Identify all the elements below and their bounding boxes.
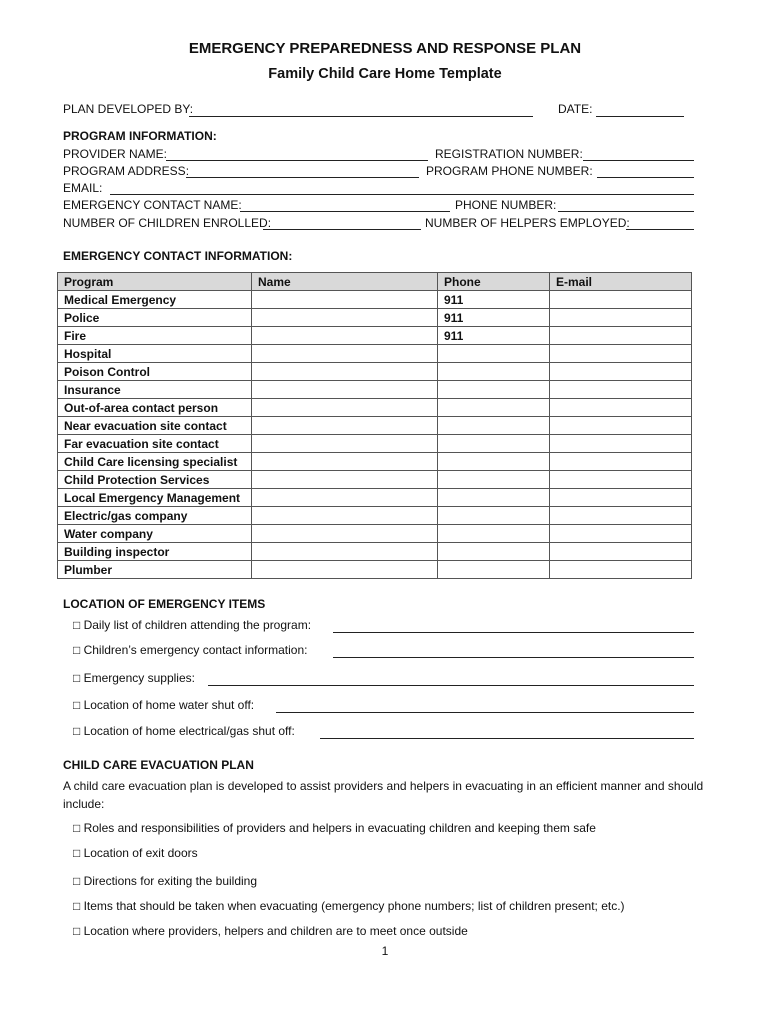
evacuation-item-items-to-take[interactable]: □ Items that should be taken when evacuating (emergency phone numbers; list of children present; etc.) bbox=[73, 899, 625, 913]
email-cell[interactable] bbox=[550, 399, 692, 417]
name-cell[interactable] bbox=[252, 291, 438, 309]
program-cell: Plumber bbox=[58, 561, 252, 579]
phone-cell[interactable]: 911 bbox=[438, 309, 550, 327]
emergency-items-heading: LOCATION OF EMERGENCY ITEMS bbox=[63, 597, 266, 611]
column-header-email: E-mail bbox=[550, 273, 692, 291]
name-cell[interactable] bbox=[252, 507, 438, 525]
email-cell[interactable] bbox=[550, 327, 692, 345]
email-cell[interactable] bbox=[550, 417, 692, 435]
table-row bbox=[58, 453, 692, 471]
name-cell[interactable] bbox=[252, 453, 438, 471]
program-cell: Insurance bbox=[58, 381, 252, 399]
table-row bbox=[58, 543, 692, 561]
table-row bbox=[58, 327, 692, 345]
name-cell[interactable] bbox=[252, 561, 438, 579]
program-cell: Near evacuation site contact bbox=[58, 417, 252, 435]
phone-number-field[interactable] bbox=[558, 211, 694, 212]
name-cell[interactable] bbox=[252, 309, 438, 327]
table-row bbox=[58, 471, 692, 489]
email-cell[interactable] bbox=[550, 345, 692, 363]
date-field[interactable] bbox=[596, 116, 684, 117]
registration-number-field[interactable] bbox=[583, 160, 694, 161]
phone-cell[interactable] bbox=[438, 489, 550, 507]
email-cell[interactable] bbox=[550, 471, 692, 489]
program-cell: Electric/gas company bbox=[58, 507, 252, 525]
emergency-contacts-heading: EMERGENCY CONTACT INFORMATION: bbox=[63, 249, 293, 263]
name-cell[interactable] bbox=[252, 345, 438, 363]
column-header-phone: Phone bbox=[438, 273, 550, 291]
column-header-name: Name bbox=[252, 273, 438, 291]
phone-cell[interactable] bbox=[438, 471, 550, 489]
program-cell: Police bbox=[58, 309, 252, 327]
phone-cell[interactable] bbox=[438, 435, 550, 453]
program-cell: Out-of-area contact person bbox=[58, 399, 252, 417]
name-cell[interactable] bbox=[252, 363, 438, 381]
plan-developed-by-field[interactable] bbox=[189, 116, 533, 117]
email-cell[interactable] bbox=[550, 381, 692, 399]
children-list-location-field[interactable] bbox=[333, 632, 694, 633]
name-cell[interactable] bbox=[252, 435, 438, 453]
phone-cell[interactable] bbox=[438, 507, 550, 525]
email-field[interactable] bbox=[110, 194, 694, 195]
plan-developed-by-label: PLAN DEVELOPED BY: bbox=[63, 102, 194, 116]
program-address-field[interactable] bbox=[186, 177, 419, 178]
emergency-item-electrical-shutoff[interactable]: □ Location of home electrical/gas shut off: bbox=[73, 724, 295, 738]
emergency-contact-name-field[interactable] bbox=[240, 211, 450, 212]
program-address-label: PROGRAM ADDRESS: bbox=[63, 164, 190, 178]
page-subtitle: Family Child Care Home Template bbox=[268, 66, 502, 82]
helpers-employed-field[interactable] bbox=[626, 229, 694, 230]
page-title: EMERGENCY PREPAREDNESS AND RESPONSE PLAN bbox=[188, 40, 582, 57]
contact-info-location-field[interactable] bbox=[333, 657, 694, 658]
children-enrolled-label: NUMBER OF CHILDREN ENROLLED: bbox=[63, 216, 272, 230]
name-cell[interactable] bbox=[252, 543, 438, 561]
provider-name-field[interactable] bbox=[166, 160, 428, 161]
program-cell: Water company bbox=[58, 525, 252, 543]
program-cell: Poison Control bbox=[58, 363, 252, 381]
evacuation-plan-intro: A child care evacuation plan is developed to assist providers and helpers in evacuating in an efficient manner and should include: bbox=[63, 779, 704, 811]
page-number: 1 bbox=[381, 944, 389, 958]
phone-cell[interactable] bbox=[438, 381, 550, 399]
program-cell: Fire bbox=[58, 327, 252, 345]
email-cell[interactable] bbox=[550, 363, 692, 381]
emergency-item-water-shutoff[interactable]: □ Location of home water shut off: bbox=[73, 698, 255, 712]
phone-cell[interactable] bbox=[438, 345, 550, 363]
table-row bbox=[58, 435, 692, 453]
table-row bbox=[58, 309, 692, 327]
program-cell: Medical Emergency bbox=[58, 291, 252, 309]
table-row bbox=[58, 525, 692, 543]
email-cell[interactable] bbox=[550, 453, 692, 471]
supplies-location-field[interactable] bbox=[208, 685, 694, 686]
water-shutoff-location-field[interactable] bbox=[276, 712, 694, 713]
table-row bbox=[58, 291, 692, 309]
emergency-item-supplies[interactable]: □ Emergency supplies: bbox=[73, 671, 195, 685]
name-cell[interactable] bbox=[252, 399, 438, 417]
program-phone-label: PROGRAM PHONE NUMBER: bbox=[426, 164, 593, 178]
column-header-program: Program bbox=[58, 273, 252, 291]
children-enrolled-field[interactable] bbox=[263, 229, 421, 230]
email-cell[interactable] bbox=[550, 309, 692, 327]
provider-name-label: PROVIDER NAME: bbox=[63, 147, 168, 161]
name-cell[interactable] bbox=[252, 525, 438, 543]
program-cell: Local Emergency Management bbox=[58, 489, 252, 507]
email-cell[interactable] bbox=[550, 561, 692, 579]
email-label: EMAIL: bbox=[63, 181, 103, 195]
table-row bbox=[58, 561, 692, 579]
name-cell[interactable] bbox=[252, 489, 438, 507]
name-cell[interactable] bbox=[252, 417, 438, 435]
program-cell: Hospital bbox=[58, 345, 252, 363]
helpers-employed-label: NUMBER OF HELPERS EMPLOYED: bbox=[425, 216, 630, 230]
emergency-contacts-table bbox=[57, 272, 692, 579]
table-row bbox=[58, 381, 692, 399]
phone-cell[interactable] bbox=[438, 363, 550, 381]
program-cell: Child Care licensing specialist bbox=[58, 453, 252, 471]
program-phone-field[interactable] bbox=[597, 177, 694, 178]
table-row bbox=[58, 363, 692, 381]
phone-cell[interactable] bbox=[438, 399, 550, 417]
phone-cell[interactable] bbox=[438, 525, 550, 543]
evacuation-plan-heading: CHILD CARE EVACUATION PLAN bbox=[63, 758, 254, 772]
email-cell[interactable] bbox=[550, 435, 692, 453]
program-cell: Child Protection Services bbox=[58, 471, 252, 489]
phone-cell[interactable]: 911 bbox=[438, 327, 550, 345]
email-cell[interactable] bbox=[550, 543, 692, 561]
table-row bbox=[58, 507, 692, 525]
phone-cell[interactable] bbox=[438, 543, 550, 561]
evacuation-item-meeting-location[interactable]: □ Location where providers, helpers and children are to meet once outside bbox=[73, 924, 468, 938]
name-cell[interactable] bbox=[252, 327, 438, 345]
email-cell[interactable] bbox=[550, 507, 692, 525]
table-row bbox=[58, 489, 692, 507]
emergency-item-children-list[interactable]: □ Daily list of children attending the program: bbox=[73, 618, 312, 632]
emergency-contact-name-label: EMERGENCY CONTACT NAME: bbox=[63, 198, 242, 212]
program-info-heading: PROGRAM INFORMATION: bbox=[63, 129, 217, 143]
phone-number-label: PHONE NUMBER: bbox=[455, 198, 557, 212]
table-row bbox=[58, 399, 692, 417]
name-cell[interactable] bbox=[252, 471, 438, 489]
program-cell: Building inspector bbox=[58, 543, 252, 561]
emergency-item-contact-info[interactable]: □ Children’s emergency contact information: bbox=[73, 643, 308, 657]
phone-cell[interactable]: 911 bbox=[438, 291, 550, 309]
evacuation-item-exit-directions[interactable]: □ Directions for exiting the building bbox=[73, 874, 258, 888]
phone-cell[interactable] bbox=[438, 417, 550, 435]
evacuation-item-exit-doors[interactable]: □ Location of exit doors bbox=[73, 846, 198, 860]
table-row bbox=[58, 345, 692, 363]
electrical-shutoff-location-field[interactable] bbox=[320, 738, 694, 739]
table-header-row bbox=[58, 273, 692, 291]
email-cell[interactable] bbox=[550, 291, 692, 309]
email-cell[interactable] bbox=[550, 489, 692, 507]
phone-cell[interactable] bbox=[438, 561, 550, 579]
evacuation-item-roles[interactable]: □ Roles and responsibilities of providers and helpers in evacuating children and keeping them safe bbox=[73, 821, 596, 835]
date-label: DATE: bbox=[558, 102, 593, 116]
table-row bbox=[58, 417, 692, 435]
email-cell[interactable] bbox=[550, 525, 692, 543]
program-cell: Far evacuation site contact bbox=[58, 435, 252, 453]
name-cell[interactable] bbox=[252, 381, 438, 399]
registration-number-label: REGISTRATION NUMBER: bbox=[435, 147, 583, 161]
phone-cell[interactable] bbox=[438, 453, 550, 471]
